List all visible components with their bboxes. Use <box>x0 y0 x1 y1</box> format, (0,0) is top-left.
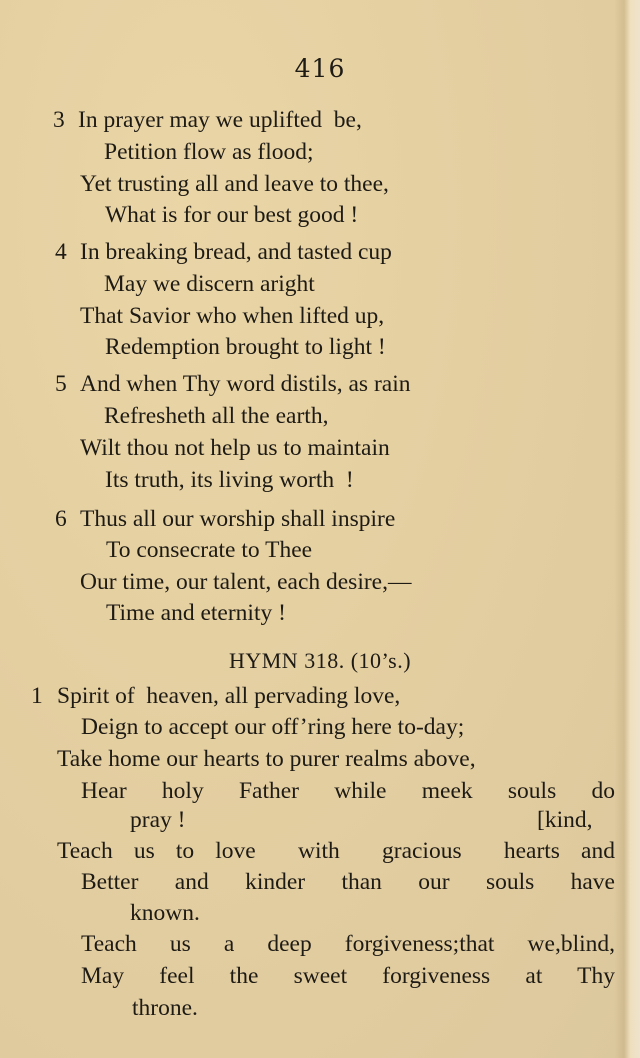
verse-line: What is for our best good ! <box>105 202 359 228</box>
verse-line: And when Thy word distils, as rain <box>80 371 411 397</box>
verse-number: 6 <box>55 506 67 532</box>
page-number: 416 <box>294 54 346 83</box>
verse-line: Better and kinder than our souls have <box>81 869 615 895</box>
verse-line: Wilt thou not help us to maintain <box>80 435 390 461</box>
verse-line: Time and eternity ! <box>106 600 286 626</box>
verse-line: Thus all our worship shall inspire <box>80 506 396 532</box>
verse-line: throne. <box>132 995 198 1021</box>
verse-line: Its truth, its living worth ! <box>105 467 354 493</box>
verse-number: 5 <box>55 371 67 397</box>
hymn-title: HYMN 318. (10’s.) <box>228 648 412 673</box>
verse-line: pray ! <box>130 807 186 833</box>
verse-line: May feel the sweet forgiveness at Thy <box>81 963 615 989</box>
verse-line: Deign to accept our off’ring here to-day; <box>81 714 465 740</box>
verse-line: Yet trusting all and leave to thee, <box>80 171 389 197</box>
verse-line: Refresheth all the earth, <box>104 403 329 429</box>
verse-line: Redemption brought to light ! <box>105 334 386 360</box>
verse-line: Teach us a deep forgiveness;that we,blind, <box>81 931 615 957</box>
verse-line: Hear holy Father while meek souls do <box>81 778 615 804</box>
verse-number: 3 <box>53 107 65 133</box>
verse-line: May we discern aright <box>104 271 315 297</box>
verse-line: Teach us to love with gracious hearts and <box>57 838 615 864</box>
verse-line: In prayer may we uplifted be, <box>78 107 362 133</box>
verse-line-continuation: [kind, <box>537 807 593 833</box>
verse-line: Petition flow as flood; <box>104 139 314 165</box>
verse-number: 1 <box>31 683 43 709</box>
verse-number: 4 <box>55 239 67 265</box>
verse-line: That Savior who when lifted up, <box>80 303 385 329</box>
verse-line: known. <box>130 900 200 926</box>
verse-line: Take home our hearts to purer realms above, <box>57 746 476 772</box>
verse-line: Our time, our talent, each desire,— <box>80 569 412 595</box>
verse-line: Spirit of heaven, all pervading love, <box>57 683 401 709</box>
verse-line: In breaking bread, and tasted cup <box>80 239 392 265</box>
verse-line: To consecrate to Thee <box>106 537 313 563</box>
